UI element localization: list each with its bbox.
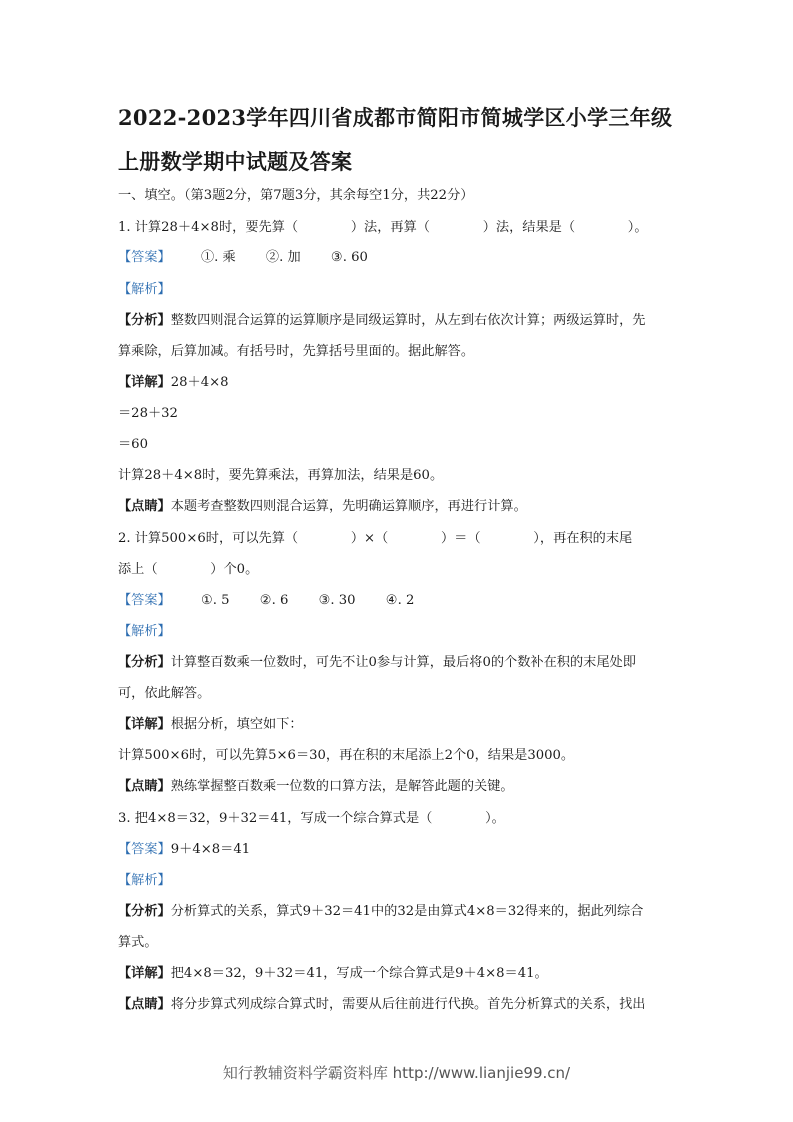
question-3: 3. 把4×8＝32，9＋32＝41，写成一个综合算式是（ ）。: [118, 811, 505, 826]
q1-xiangjie: [118, 373, 688, 393]
analysis-label: 【解析】: [118, 624, 171, 639]
q2-answer-3: ③. 30: [318, 593, 356, 608]
answer-label: 【答案】: [118, 250, 171, 265]
question-1: 1. 计算28＋4×8时，要先算（ ）法，再算（ ）法，结果是（ ）。: [118, 220, 648, 235]
question-2-line-2: 添上（ ）个0。: [118, 562, 259, 577]
q3-dianjing: [118, 995, 688, 1015]
q2-xiangjie-text: 根据分析，填空如下：: [170, 717, 303, 732]
q1-answer-3: ③. 60: [330, 250, 368, 265]
q1-answer-1: ①. 乘: [200, 250, 236, 265]
analysis-label: 【解析】: [118, 873, 171, 888]
q1-fenxi-text: 整数四则混合运算的运算顺序是同级运算时，从左到右依次计算；两级运算时，先: [170, 313, 646, 328]
q1-fenxi-line-1: [118, 311, 688, 331]
q2-answer-row: [118, 591, 688, 611]
analysis-label: 【解析】: [118, 282, 171, 297]
q3-dianjing-text: 将分步算式列成综合算式时，需要从后往前进行代换。首先分析算式的关系，找出: [170, 997, 646, 1012]
q3-answer: 9＋4×8＝41: [170, 842, 251, 857]
question-2-line-1: 2. 计算500×6时，可以先算（ ）×（ ）＝（ ），再在积的末尾: [118, 531, 633, 546]
footer-watermark: 知行教辅资料学霸资料库 http://www.lianjie99.cn/: [222, 1064, 571, 1082]
q1-conclusion: 计算28＋4×8时，要先算乘法，再算加法，结果是60。: [118, 468, 444, 483]
q2-fenxi-line-1: [118, 653, 688, 673]
q1-xiangjie-text: 28＋4×8: [170, 375, 229, 390]
q2-xiangjie: [118, 715, 688, 735]
q2-fenxi-text: 计算整百数乘一位数时，可先不让0参与计算，最后将0的个数补在积的末尾处即: [170, 655, 636, 670]
q2-answer-2: ②. 6: [259, 593, 289, 608]
q1-step-1: ＝28＋32: [118, 406, 178, 421]
xiangjie-label: 【详解】: [118, 966, 171, 981]
q3-fenxi-line-1: [118, 902, 688, 922]
section-heading: 一、填空。（第3题2分，第7题3分，其余每空1分，共22分）: [118, 188, 474, 203]
q1-answer-row: [118, 248, 688, 268]
q1-fenxi-line-2: 算乘除，后算加减。有括号时，先算括号里面的。据此解答。: [118, 344, 475, 359]
q3-answer-row: [118, 840, 688, 860]
dianjing-label: 【点睛】: [118, 779, 171, 794]
q1-step-2: ＝60: [118, 437, 148, 452]
q3-fenxi-text: 分析算式的关系，算式9＋32＝41中的32是由算式4×8＝32得来的，据此列综合: [170, 904, 644, 919]
q2-answer-1: ①. 5: [200, 593, 230, 608]
q3-xiangjie-text: 把4×8＝32，9＋32＝41，写成一个综合算式是9＋4×8＝41。: [170, 966, 548, 981]
answer-label: 【答案】: [118, 842, 171, 857]
q1-answer-2: ②. 加: [265, 250, 301, 265]
xiangjie-label: 【详解】: [118, 375, 171, 390]
dianjing-label: 【点睛】: [118, 499, 171, 514]
fenxi-label: 【分析】: [118, 655, 171, 670]
answer-label: 【答案】: [118, 593, 171, 608]
page-title: 2022-2023学年四川省成都市简阳市简城学区小学三年级上册数学期中试题及答案: [118, 105, 673, 174]
q3-fenxi-line-2: 算式。: [118, 935, 158, 950]
q1-dianjing-text: 本题考查整数四则混合运算，先明确运算顺序，再进行计算。: [170, 499, 527, 514]
xiangjie-label: 【详解】: [118, 717, 171, 732]
fenxi-label: 【分析】: [118, 313, 171, 328]
dianjing-label: 【点睛】: [118, 997, 171, 1012]
q2-conclusion: 计算500×6时，可以先算5×6＝30，再在积的末尾添上2个0，结果是3000。: [118, 748, 575, 763]
q2-dianjing-text: 熟练掌握整百数乘一位数的口算方法，是解答此题的关键。: [170, 779, 514, 794]
fenxi-label: 【分析】: [118, 904, 171, 919]
q2-dianjing: [118, 777, 688, 797]
q1-dianjing: [118, 497, 688, 517]
q3-xiangjie: [118, 964, 688, 984]
q2-answer-4: ④. 2: [385, 593, 415, 608]
q2-fenxi-line-2: 可，依此解答。: [118, 686, 211, 701]
